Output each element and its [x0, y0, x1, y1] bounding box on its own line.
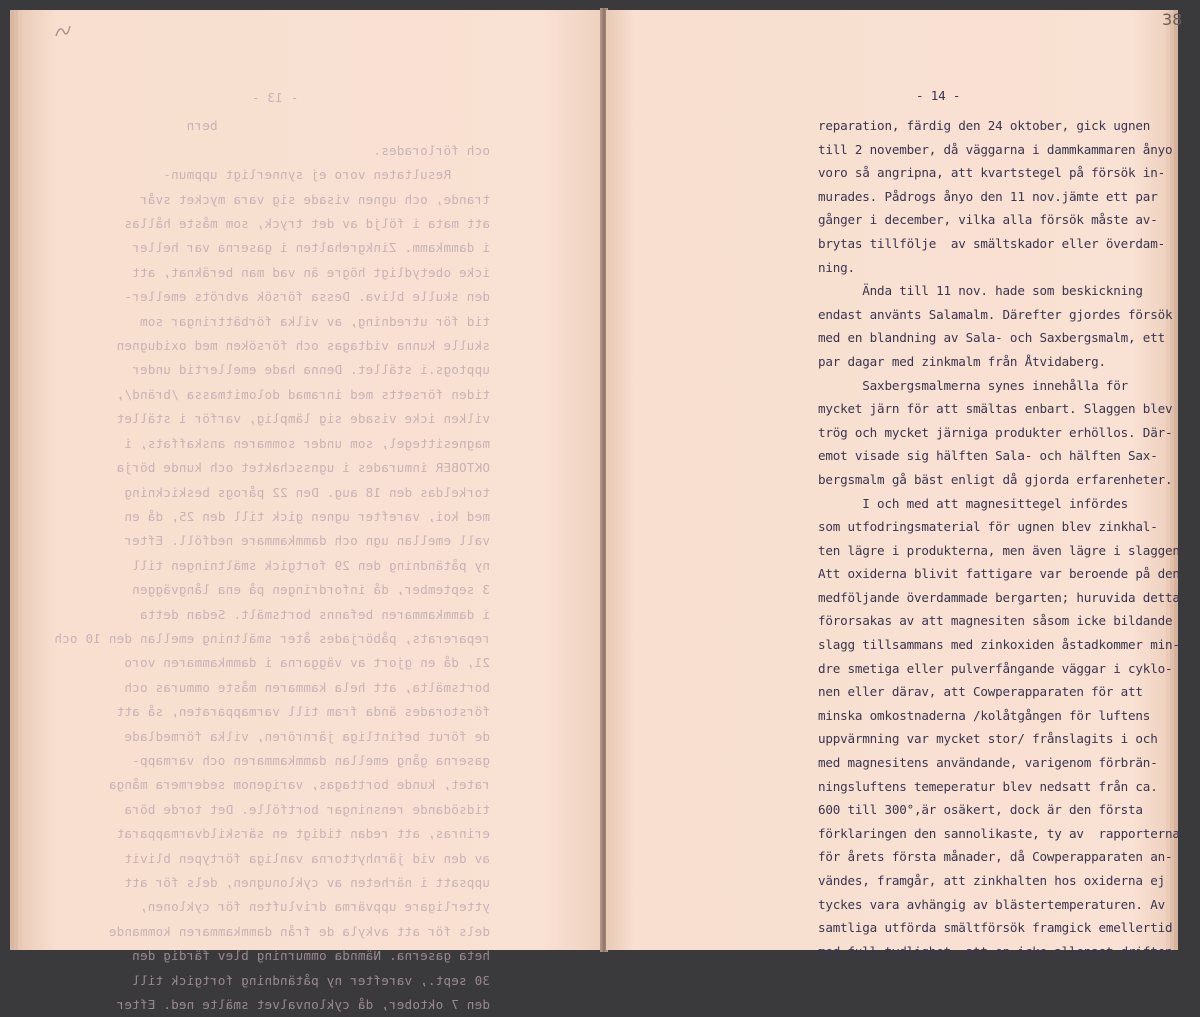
right-page-lines: [818, 114, 1187, 963]
text-line: icke obetydligt högre än vad man beräknat, att: [132, 264, 490, 280]
left-page-number: - 13 -: [251, 90, 299, 105]
text-line: den skulle bliva. Dessa försök avbröts emeller-: [124, 289, 490, 305]
text-line: dels för att avkyla de från dammkammaren kommande: [108, 923, 490, 939]
text-line: nen eller därav, att Cowperapparaten för att: [818, 684, 1143, 700]
text-line: endast använts Salamalm. Därefter gjordes försök: [818, 306, 1173, 322]
text-line: bergsmalm gå bäst enligt då gjorda erfarenheter.: [818, 471, 1173, 487]
text-line: ten lägre i produkterna, men även lägre i slaggen.: [818, 542, 1188, 558]
text-line: magnesittegel, som under sommaren anskaffats, i: [124, 435, 490, 451]
text-line: för årets första månader, då Cowperapparaten an-: [818, 849, 1173, 865]
text-line: Saxbergsmalmerna synes innehålla för: [818, 377, 1129, 393]
left-corner-mark-icon: [52, 22, 74, 40]
text-line: de förut befintliga järnrören, vilka förmedlade: [124, 728, 490, 744]
text-line: upptogs.i stället. Denna hade emellertid under: [132, 362, 490, 378]
text-line: dre smetiga eller pulverfångande väggar i cyklo-: [818, 660, 1173, 676]
text-line: I och med att magnesittegel infördes: [818, 495, 1129, 511]
text-line: gånger i december, vilka alla försök måste av-: [818, 212, 1158, 228]
text-line: trande, och ugnen visade sig vara mycket svår: [139, 191, 490, 207]
text-line: ning.: [818, 259, 855, 275]
text-line: vändes, framgår, att zinkhalten hos oxiderna ej: [818, 873, 1165, 888]
text-line: tidsödande rensningar bortfölle. Det torde böra: [124, 801, 490, 817]
text-line: emot visade sig hälften Sala- och hälften Sax-: [818, 448, 1158, 464]
text-line: bern: [186, 118, 490, 134]
text-line: ny påtändning den 29 fortgick smältningen till: [132, 557, 490, 573]
text-line: Ända till 11 nov. hade som beskickning: [818, 283, 1143, 299]
text-line: förklaringen den sannolikaste, ty av rapporterna: [818, 825, 1180, 841]
text-line: i dammkamm. Zinkgrehalten i gaserna var heller: [132, 240, 490, 256]
left-page-bleed-through-text: [54, 86, 490, 1017]
text-line: av den vid järnhyttorna vanliga förtypen blivit: [124, 850, 490, 866]
text-line: uppsatt i närheten av cyklonugnen, dels för att: [124, 875, 490, 890]
text-line: reparation, färdig den 24 oktober, gick ugnen: [818, 118, 1151, 133]
text-line: ningsluftens temeperatur blev nedsatt från ca.: [818, 778, 1158, 794]
text-line: med koi, varefter ugnen gick till den 25, då en: [124, 508, 490, 524]
text-line: OKTOBER inmurades i ugnsschaktet och kunde börja: [116, 460, 490, 476]
text-line: förstorades ända fram till varmapparaten, så att: [116, 704, 490, 720]
text-line: och förlorades.: [373, 142, 490, 158]
text-line: slagg tillsammans med zinkoxiden åstadkommer min-: [818, 637, 1180, 653]
text-line: gaserna gång emellan dammkammaren och varmapp-: [132, 752, 490, 768]
text-line: par dagar med zinkmalm från Åtvidaberg.: [818, 353, 1106, 369]
text-line: Att oxiderna blivit fattigare var beroende på den: [818, 566, 1180, 582]
text-line: med full tydlighet, att en icke allenast driften: [818, 943, 1173, 959]
text-line: murades. Pådrogs ånyo den 11 nov.jämte ett par: [818, 188, 1158, 204]
text-line: reparerats, påbörjades åter smältning emellan den 10 och: [54, 630, 490, 646]
text-line: som utfodringsmaterial för ugnen blev zinkhal-: [818, 519, 1158, 535]
text-line: att mata i följd av det tryck, som måste hållas: [124, 216, 490, 232]
text-line: medföljande överdammade bergarten; huruvida detta: [818, 589, 1180, 605]
text-line: i dammkammaren befanns bortsmält. Sedan detta: [139, 606, 490, 622]
text-line: voro så angripna, att kvartstegel på försök in-: [818, 165, 1165, 181]
text-line: tyckes vara avhängig av blästertemperaturen. Av: [818, 896, 1165, 912]
text-line: skulle kunna vidtagas och försöken med oxidugnen: [116, 338, 490, 354]
archive-page-number: 38: [1162, 10, 1183, 29]
text-line: förorsakas av att magnesiten såsom icke bildande: [818, 613, 1173, 629]
right-page-number: - 14 -: [916, 88, 961, 103]
text-line: till 2 november, då väggarna i dammkammaren ånyo: [818, 141, 1173, 157]
left-page-lines: [54, 114, 490, 1017]
text-line: tiden försetts med inramad dolomitmassa /bränd/,: [116, 386, 490, 402]
text-line: brytas tillfölje av smältskador eller överdam-: [818, 235, 1165, 251]
text-line: Resultaten voro ej synnerligt uppmun-: [163, 167, 490, 183]
text-line: ytterligare uppvärma drivluften för cyklonen,: [139, 899, 490, 915]
text-line: uppvärmning var mycket stor/ frånslagits i och: [818, 731, 1158, 747]
text-line: 21, då en gjort av väggarna i dammkammaren voro: [124, 655, 490, 671]
text-line: bortsmälta, att hela kammaren måste ommuras och: [124, 679, 490, 695]
text-line: med magnesitens användande, varigenom förbrän-: [818, 755, 1158, 771]
text-line: erinras, att redan tidigt en särskildvarmapparat: [116, 826, 490, 842]
text-line: torkeldas den 18 aug. Den 22 pårogs beskickning: [124, 484, 490, 500]
text-line: vilken icke visade sig lämplig, varför i stället: [116, 411, 490, 427]
text-line: vall emellan ugn och dammkammare nedföll. Efter: [124, 533, 490, 549]
text-line: samtliga utförda smältförsök framgick emellertid: [818, 920, 1173, 936]
text-line: 600 till 300°,är osäkert, dock är den första: [818, 802, 1143, 818]
text-line: trög och mycket järniga produkter erhöllos. Där-: [818, 424, 1173, 440]
text-line: mycket järn för att smältas enbart. Slaggen blev: [818, 401, 1173, 417]
text-line: den 7 oktober, då cyklonvalvet smälte ned. Efter: [116, 997, 490, 1013]
text-line: med en blandning av Sala- och Saxbergsmalm, ett: [818, 330, 1165, 346]
text-line: minska omkostnaderna /kolåtgången för luftens: [818, 707, 1151, 723]
text-line: tid för utredning, av vilka förbättringar som: [139, 313, 490, 329]
text-line: heta gaserna. Nämnda ommurning blev färdig den: [132, 948, 490, 964]
text-line: 30 sept., varefter ny påtändning fortgick till: [132, 972, 490, 988]
text-line: 3 september, då infordringen på ena långväggen: [132, 582, 490, 598]
text-line: ratet, kunde borttagas, varigenom sedermera många: [108, 777, 490, 793]
